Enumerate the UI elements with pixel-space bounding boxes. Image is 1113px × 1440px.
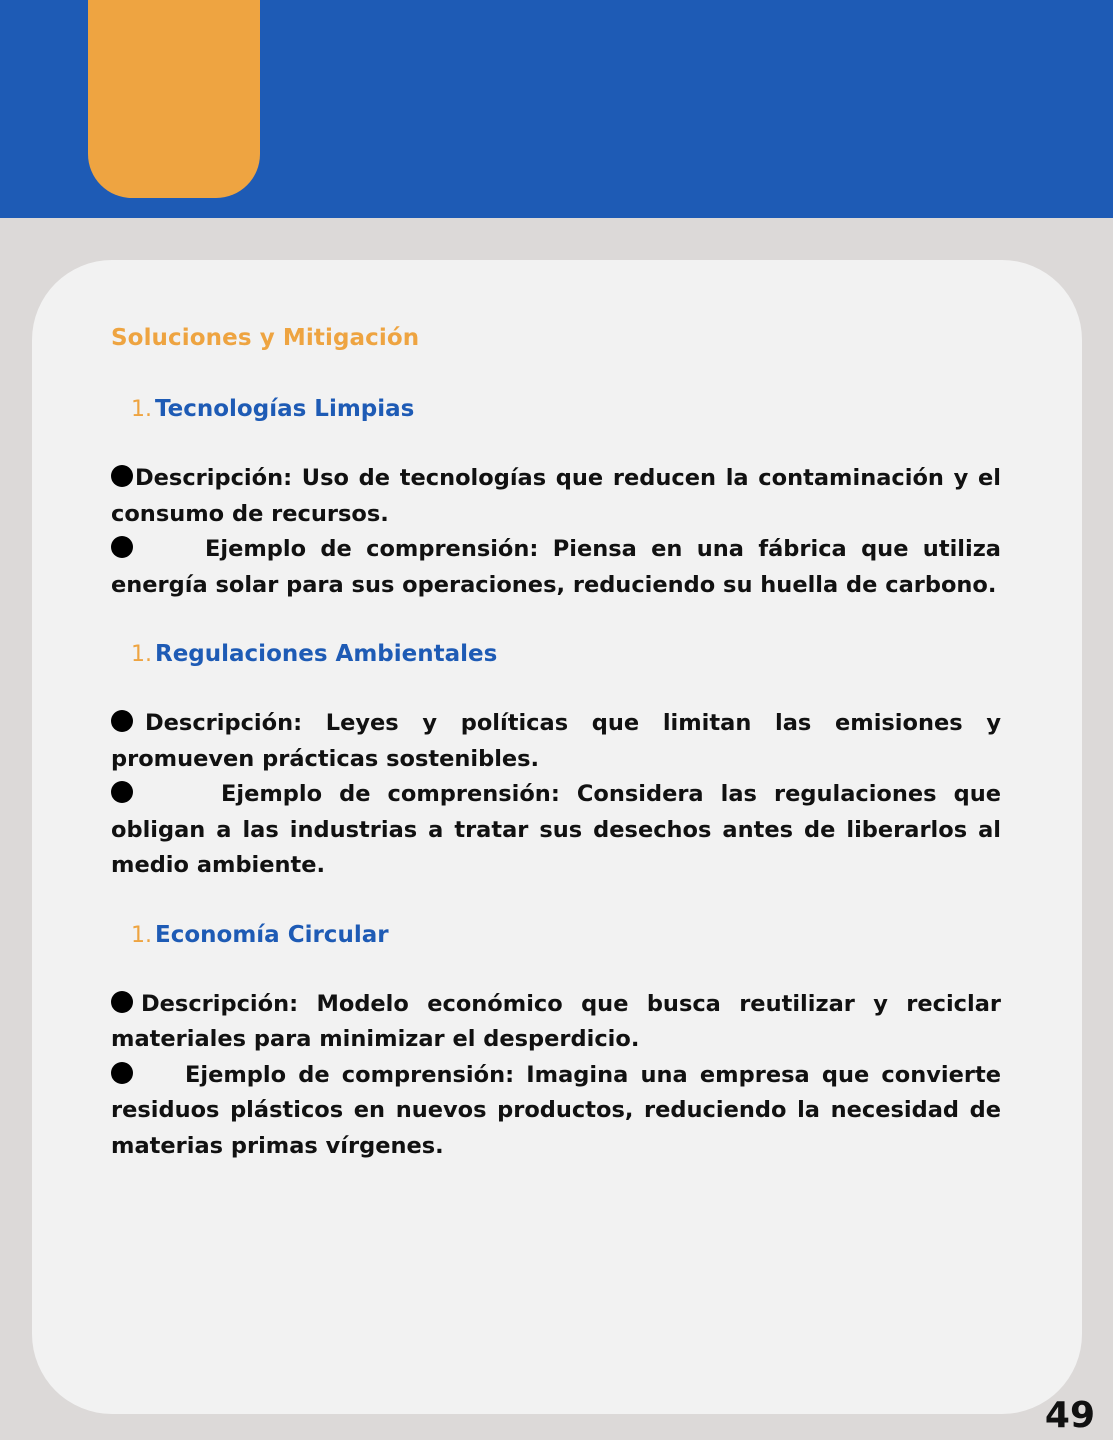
- item-heading-tecnologias: [111, 389, 1001, 430]
- example-paragraph: [111, 777, 1001, 884]
- description-text: Descripción: Uso de tecnologías que reducen la contaminación y el consumo de recursos.: [111, 465, 1001, 527]
- item-title: Tecnologías Limpias: [155, 396, 415, 422]
- bullet-icon: [111, 710, 133, 732]
- description-text: Descripción: Modelo económico que busca reutilizar y reciclar materiales para minimizar el desperdicio.: [111, 990, 1001, 1052]
- bullet-icon: [111, 781, 133, 803]
- example-text: Ejemplo de comprensión: Considera las regulaciones que obligan a las industrias a tratar sus desechos antes de liberarlos al medio ambiente.: [111, 781, 1001, 878]
- example-paragraph: [111, 532, 1001, 603]
- bullet-icon: [111, 536, 133, 558]
- example-paragraph: [111, 1058, 1001, 1165]
- item-body-regulaciones: [111, 706, 1001, 884]
- bullet-icon: [111, 465, 133, 487]
- bullet-icon: [111, 991, 133, 1013]
- description-paragraph: [111, 461, 1001, 532]
- header-tab-decoration: [88, 0, 260, 198]
- item-body-tecnologias: [111, 461, 1001, 603]
- section-title: Soluciones y Mitigación: [111, 325, 420, 351]
- item-title: Economía Circular: [155, 921, 389, 948]
- content-body: [111, 318, 1001, 1195]
- description-paragraph: [111, 987, 1001, 1058]
- item-number: 1.: [131, 922, 152, 948]
- item-heading-economia: [111, 915, 1001, 956]
- example-text: Ejemplo de comprensión: Piensa en una fábrica que utiliza energía solar para sus operaciones, reduciendo su huella de carbono.: [111, 536, 1001, 598]
- description-text: Descripción: Leyes y políticas que limitan las emisiones y promueven prácticas sostenibles.: [111, 710, 1001, 772]
- item-body-economia: [111, 987, 1001, 1165]
- item-heading-regulaciones: [111, 634, 1001, 675]
- item-number: 1.: [131, 397, 152, 422]
- example-text: Ejemplo de comprensión: Imagina una empresa que convierte residuos plásticos en nuevos productos, reduciendo la necesidad de materias primas vírgenes.: [111, 1061, 1001, 1159]
- page-number: 49: [1044, 1395, 1095, 1436]
- item-number: 1.: [131, 642, 152, 667]
- bullet-icon: [111, 1062, 133, 1084]
- item-title: Regulaciones Ambientales: [155, 641, 498, 667]
- description-paragraph: [111, 706, 1001, 777]
